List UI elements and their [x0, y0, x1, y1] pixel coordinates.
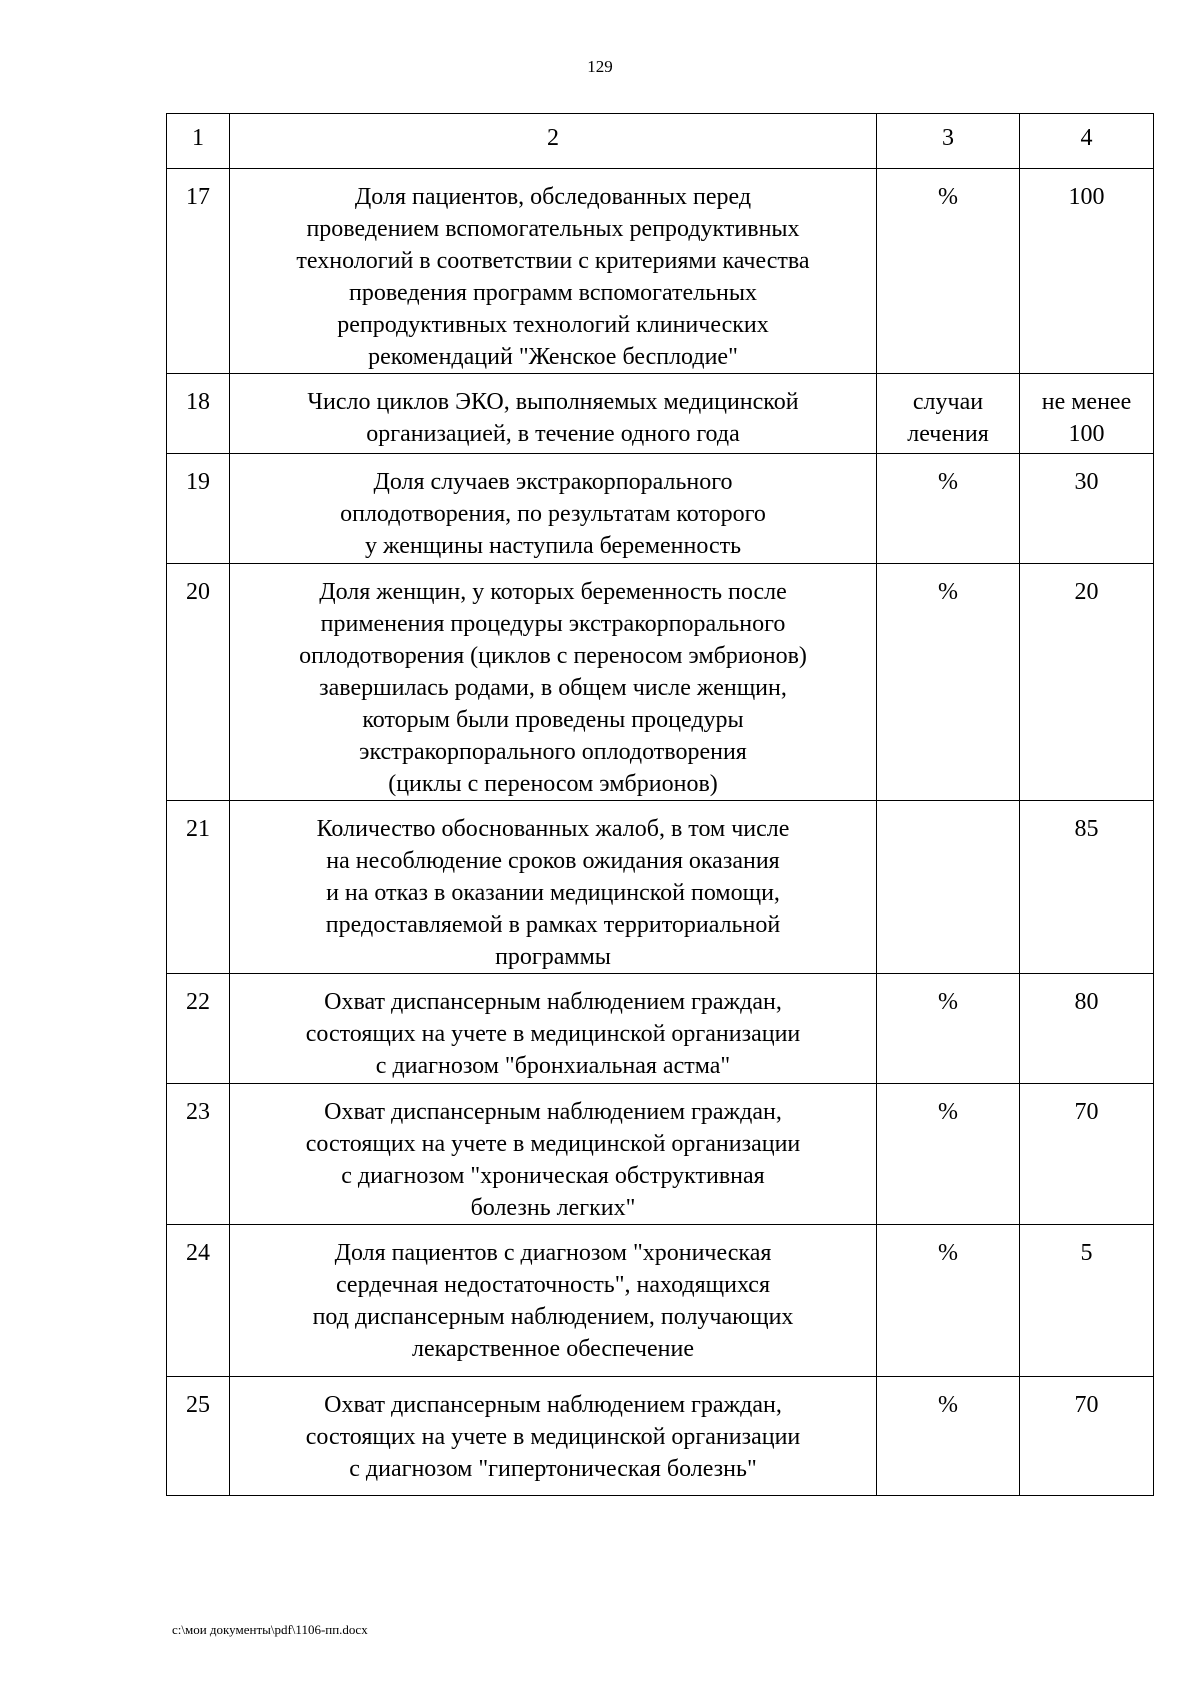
- value-cell: 85: [1020, 801, 1154, 974]
- value-cell: 5: [1020, 1225, 1154, 1377]
- header-cell-4: 4: [1020, 114, 1154, 169]
- indicator-text: Количество обоснованных жалоб, в том числе на несоблюдение сроков ожидания оказания и на отказ в оказании медицинской помощи, предоставляемой в рамках территориальной программы: [230, 801, 877, 974]
- row-number: 20: [167, 564, 230, 801]
- unit-cell: %: [877, 454, 1020, 564]
- value-cell: 70: [1020, 1084, 1154, 1225]
- value-cell: 30: [1020, 454, 1154, 564]
- footer-file-path: c:\мои документы\pdf\1106-пп.docx: [172, 1622, 368, 1637]
- value-cell: не менее 100: [1020, 374, 1154, 454]
- row-number: 21: [167, 801, 230, 974]
- page-number: 129: [587, 57, 613, 76]
- unit-cell: [877, 801, 1020, 974]
- unit-cell: %: [877, 974, 1020, 1084]
- row-number: 17: [167, 169, 230, 374]
- header-cell-1: 1: [167, 114, 230, 169]
- row-number: 25: [167, 1377, 230, 1496]
- indicator-text: Охват диспансерным наблюдением граждан, состоящих на учете в медицинской организации с диагнозом "гипертоническая болезнь": [230, 1377, 877, 1496]
- table-row: [167, 1225, 1154, 1377]
- unit-cell: %: [877, 1377, 1020, 1496]
- table-row: [167, 1377, 1154, 1496]
- value-cell: 70: [1020, 1377, 1154, 1496]
- row-number: 23: [167, 1084, 230, 1225]
- indicator-text: Число циклов ЭКО, выполняемых медицинской организацией, в течение одного года: [230, 374, 877, 454]
- row-number: 22: [167, 974, 230, 1084]
- row-number: 18: [167, 374, 230, 454]
- unit-cell: %: [877, 564, 1020, 801]
- indicator-text: Охват диспансерным наблюдением граждан, состоящих на учете в медицинской организации с диагнозом "бронхиальная астма": [230, 974, 877, 1084]
- table-row: [167, 169, 1154, 374]
- indicator-text: Охват диспансерным наблюдением граждан, состоящих на учете в медицинской организации с диагнозом "хроническая обструктивная болезнь легких": [230, 1084, 877, 1225]
- indicator-text: Доля пациентов, обследованных перед проведением вспомогательных репродуктивных технологий в соответствии с критериями качества проведения программ вспомогательных репродуктивных технологий клинических рекомендаций "Женское бесплодие": [230, 169, 877, 374]
- row-number: 24: [167, 1225, 230, 1377]
- value-cell: 100: [1020, 169, 1154, 374]
- indicators-table: [166, 113, 1154, 1496]
- table-row: [167, 454, 1154, 564]
- table-row: [167, 1084, 1154, 1225]
- indicator-text: Доля случаев экстракорпорального оплодотворения, по результатам которого у женщины наступила беременность: [230, 454, 877, 564]
- table-row: [167, 974, 1154, 1084]
- unit-cell: %: [877, 169, 1020, 374]
- unit-cell: %: [877, 1225, 1020, 1377]
- indicator-text: Доля женщин, у которых беременность после применения процедуры экстракорпорального оплодотворения (циклов с переносом эмбрионов) завершилась родами, в общем числе женщин, которым были проведены процедуры экстракорпорального оплодотворения (циклы с переносом эмбрионов): [230, 564, 877, 801]
- row-number: 19: [167, 454, 230, 564]
- unit-cell: %: [877, 1084, 1020, 1225]
- indicator-text: Доля пациентов с диагнозом "хроническая сердечная недостаточность", находящихся под диспансерным наблюдением, получающих лекарственное обеспечение: [230, 1225, 877, 1377]
- value-cell: 20: [1020, 564, 1154, 801]
- table-row: [167, 564, 1154, 801]
- value-cell: 80: [1020, 974, 1154, 1084]
- header-cell-3: 3: [877, 114, 1020, 169]
- table-header-row: [167, 114, 1154, 169]
- header-cell-2: 2: [230, 114, 877, 169]
- table-row: [167, 374, 1154, 454]
- unit-cell: случаи лечения: [877, 374, 1020, 454]
- table-row: [167, 801, 1154, 974]
